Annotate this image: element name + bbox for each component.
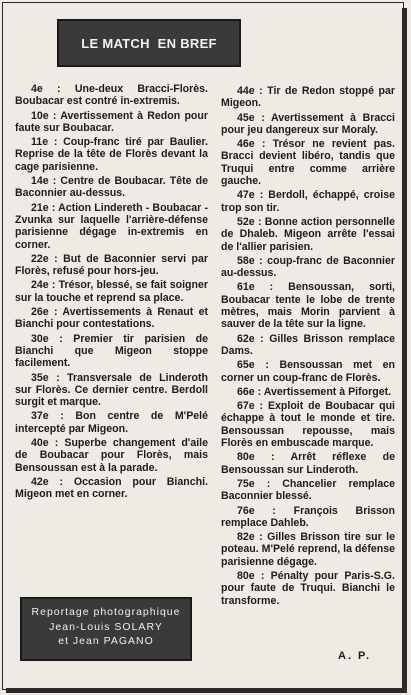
match-event-entry: 11e : Coup-franc tiré par Baulier. Reprise de la tête de Florès devant la cage parisienne.: [15, 136, 208, 173]
match-event-entry: 10e : Avertissement à Redon pour faute sur Boubacar.: [15, 109, 208, 134]
match-event-entry: 67e : Exploit de Boubacar qui échappe à tout le monde et tire. Bensoussan repousse, mais Florès en embuscade marque.: [221, 400, 395, 450]
match-event-entry: 40e : Superbe changement d'aile de Boubacar pour Florès, mais Bensoussan est à la parade.: [15, 437, 208, 474]
match-event-entry: 75e : Chancelier remplace Baconnier blessé.: [221, 477, 395, 503]
match-event-entry: 30e : Premier tir parisien de Bianchi que Migeon stoppe facilement.: [15, 332, 208, 370]
match-event-entry: 80e : Pénalty pour Paris-S.G. pour faute de Truqui. Bianchi le transforme.: [221, 569, 395, 607]
headline-box: [57, 19, 241, 67]
photo-credit-box: [20, 597, 192, 661]
match-event-entry: 76e : François Brisson remplace Dahleb.: [221, 504, 395, 529]
match-event-entry: 21e : Action Lindereth - Boubacar - Zvunka sur laquelle l'arrière-défense parisienne dégage in-extremis en corner.: [15, 201, 208, 251]
match-event-entry: 45e : Avertissement à Bracci pour jeu dangereux sur Moraly.: [221, 111, 395, 136]
match-event-entry: 62e : Gilles Brisson remplace Dams.: [221, 332, 395, 357]
photo-credit-line-1: Reportage photographique: [31, 606, 181, 618]
match-event-entry: 35e : Transversale de Linderoth sur Florès. Ce dernier centre. Berdoll surgit et marque.: [15, 371, 208, 409]
match-event-entry: 82e : Gilles Brisson tire sur le poteau. M'Pelé reprend, la défense parisienne dégage.: [221, 531, 395, 568]
match-event-entry: 4e : Une-deux Bracci-Florès. Boubacar est contré in-extremis.: [15, 83, 208, 108]
match-event-entry: 22e : But de Baconnier servi par Florès, refusé pour hors-jeu.: [15, 252, 208, 278]
match-event-entry: 47e : Berdoll, échappé, croise trop son tir.: [221, 189, 395, 214]
match-event-entry: 37e : Bon centre de M'Pelé intercepté par Migeon.: [15, 410, 208, 435]
match-event-entry: 26e : Avertissements à Renaut et Bianchi pour contestations.: [15, 306, 208, 331]
headline: LE MATCH EN BREF: [81, 35, 217, 51]
author-signature: A. P.: [338, 650, 372, 662]
match-event-entry: 66e : Avertissement à Piforget.: [237, 385, 392, 398]
match-event-entry: 24e : Trésor, blessé, se fait soigner sur la touche et reprend sa place.: [15, 279, 208, 304]
photo-credit-line-2: Jean-Louis SOLARY: [49, 620, 163, 633]
match-event-entry: 14e : Centre de Boubacar. Tête de Baconnier au-dessus.: [15, 175, 208, 200]
match-event-entry: 80e : Arrêt réflexe de Bensoussan sur Linderoth.: [221, 451, 395, 476]
left-column: [15, 83, 208, 503]
match-event-entry: 42e : Occasion pour Bianchi. Migeon met en corner.: [15, 475, 208, 501]
right-column: [221, 85, 395, 609]
match-event-entry: 61e : Bensoussan, sorti, Boubacar tente le lobe de trente mètres, mais Morin parvient à sauver de la tête sur la ligne.: [221, 281, 395, 331]
match-event-entry: 65e : Bensoussan met en corner un coup-franc de Florès.: [221, 359, 395, 384]
match-event-entry: 58e : coup-franc de Baconnier au-dessus.: [221, 254, 395, 280]
photo-credit-line-3: et Jean PAGANO: [58, 635, 154, 647]
match-event-entry: 44e : Tir de Redon stoppé par Migeon.: [221, 85, 395, 110]
match-event-entry: 52e : Bonne action personnelle de Dhaleb. Migeon arrête l'essai de l'allier parisien.: [221, 215, 395, 253]
match-event-entry: 46e : Trésor ne revient pas. Bracci devient libéro, tandis que Truqui entre comme arrière gauche.: [221, 138, 395, 188]
